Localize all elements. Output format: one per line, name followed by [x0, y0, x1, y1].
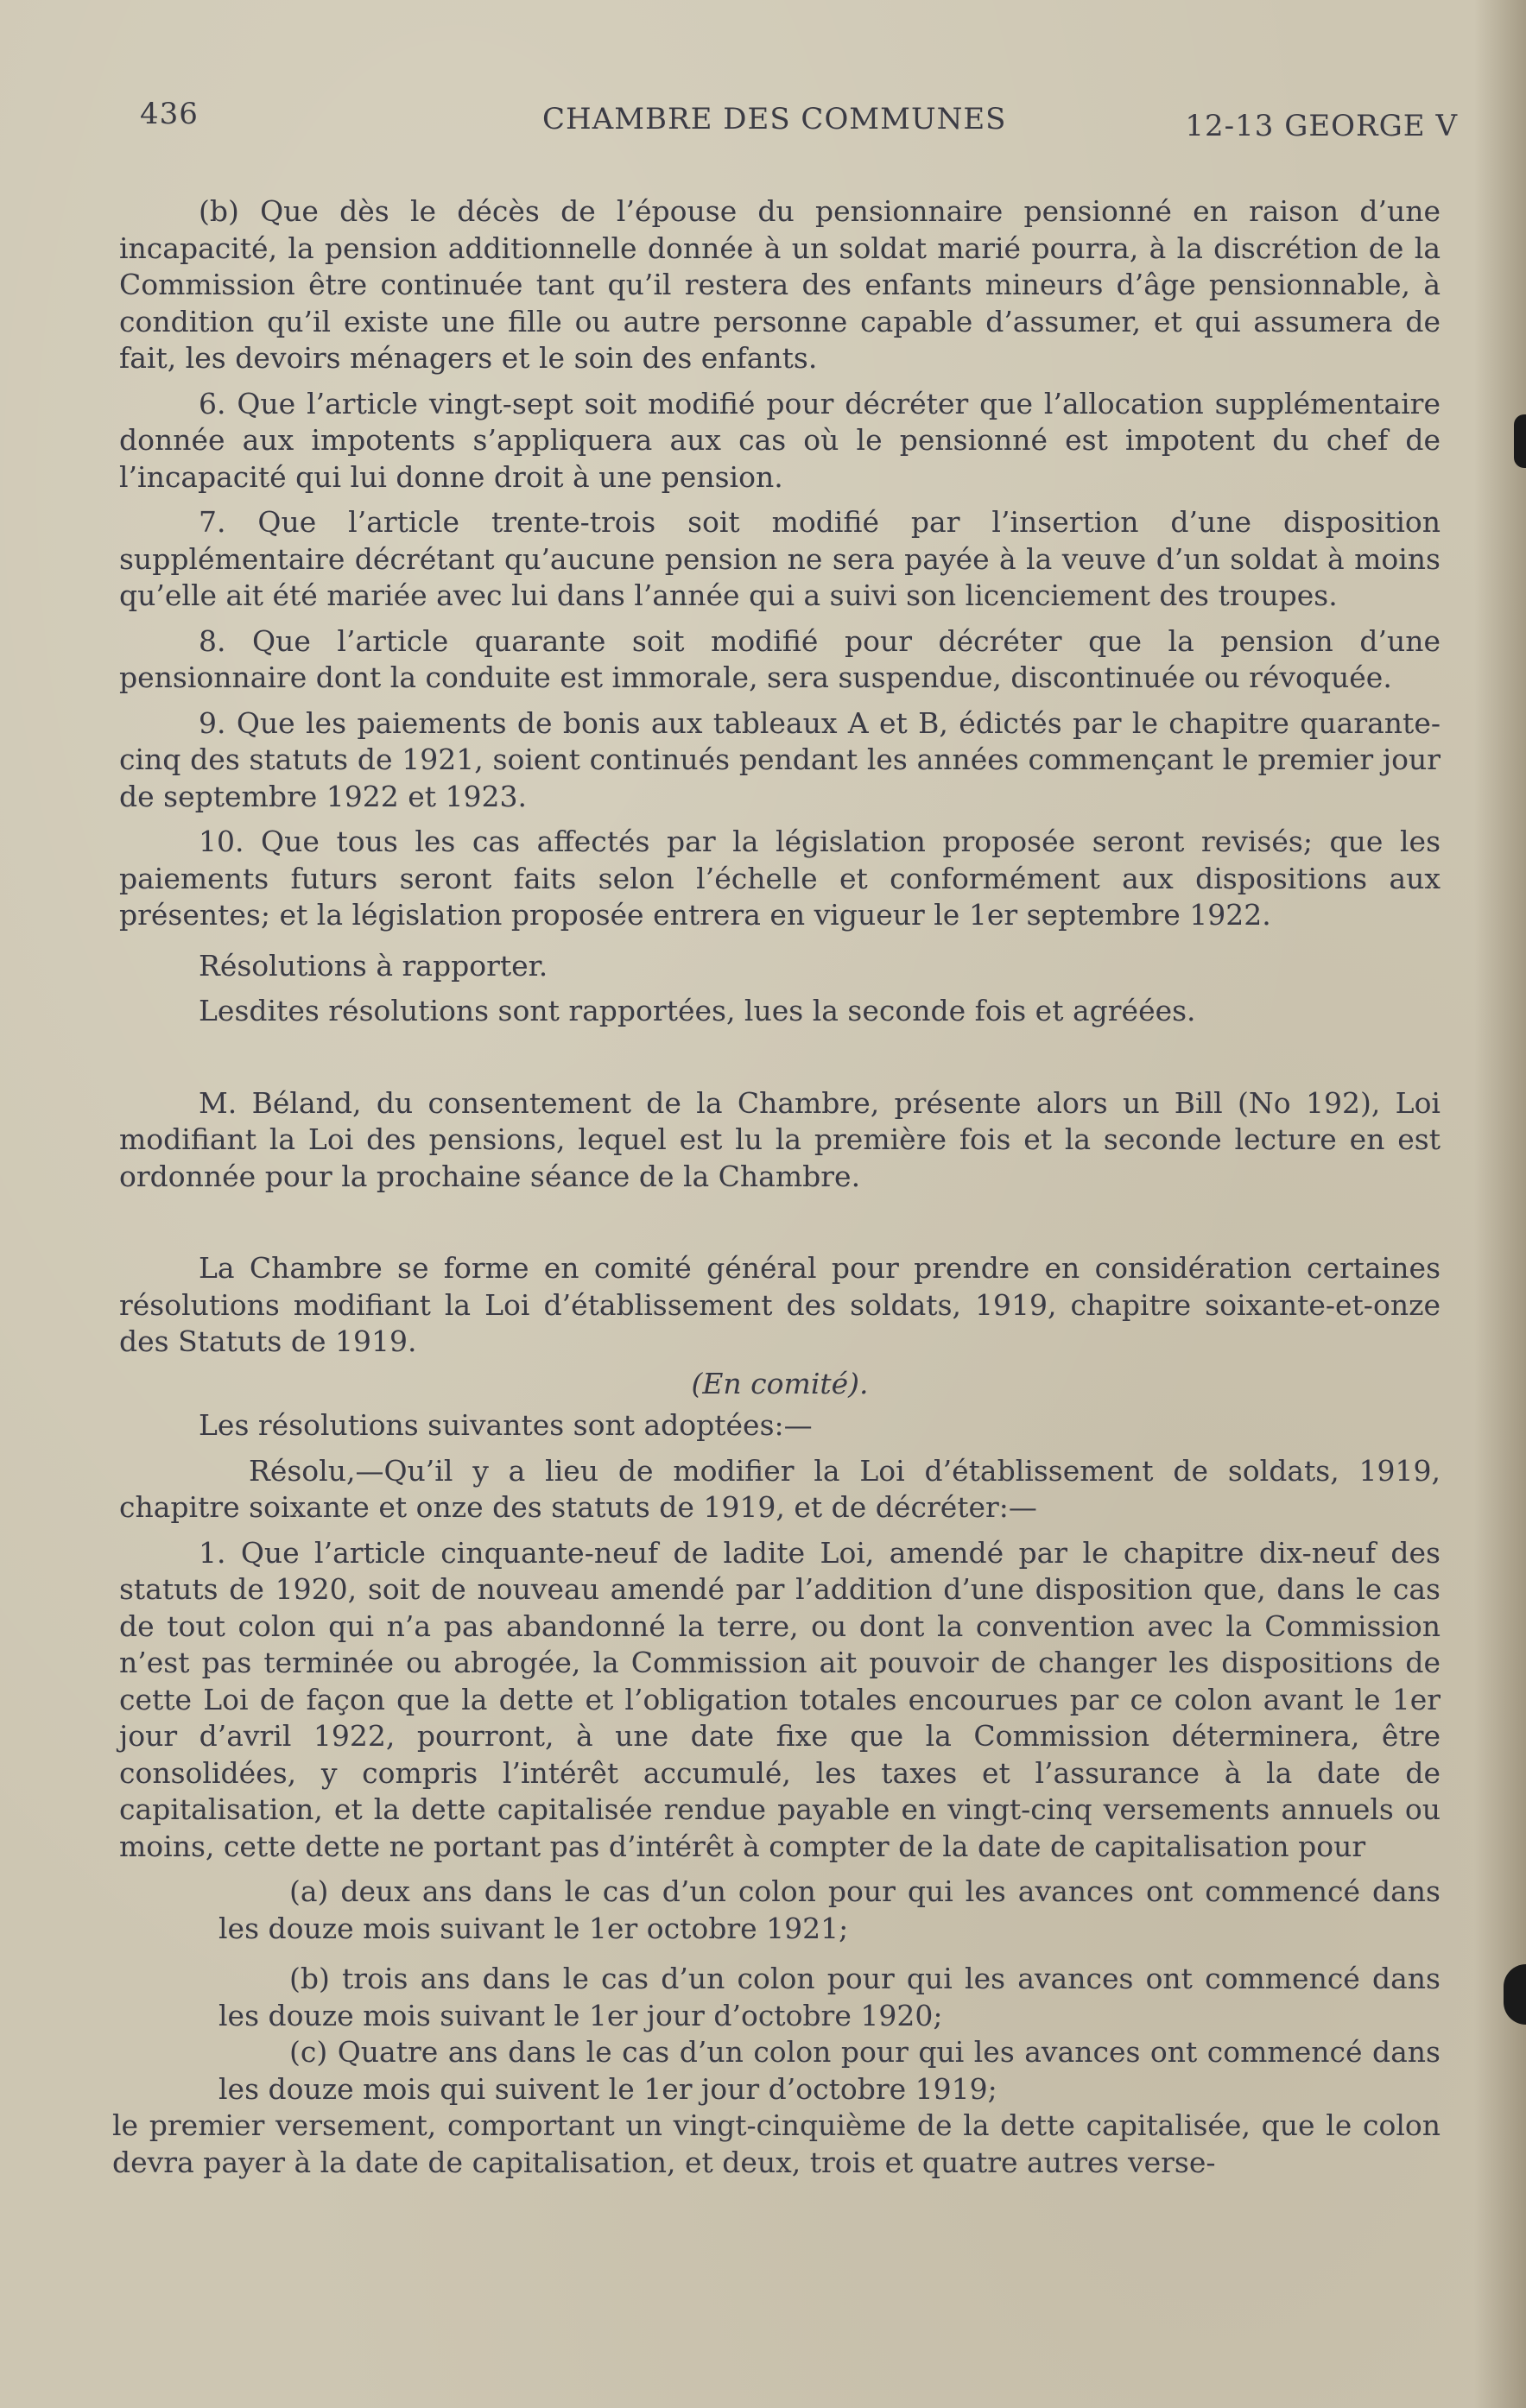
paragraph: le premier versement, comportant un vingt-cinquième de la dette capitalisée, que le colon devra payer à la date de capitalisation, et deux, trois et quatre autres verse-: [112, 2108, 1441, 2179]
resolution-intro: Résolu,—Qu’il y a lieu de modifier la Loi d’établissement de soldats, 1919, chapitre soixante et onze des statuts de 1919, et de décréter:—: [119, 1453, 1441, 1524]
paragraph: 6. Que l’article vingt-sept soit modifié pour décréter que l’allocation supplémentaire donnée aux impotents s’appliquera aux cas où le pensionné est impotent du chef de l’incapacité qui lui donne droit à une pension.: [119, 386, 1441, 494]
paragraph: Les résolutions suivantes sont adoptées:—: [199, 1408, 813, 1442]
committee-heading: (En comité).: [691, 1366, 869, 1400]
document-page: [112, 97, 1458, 2181]
sub-clause-a: (a) deux ans dans le cas d’un colon pour qui les avances ont commencé dans les douze mois suivant le 1er octobre 1921;: [218, 1874, 1441, 1945]
paragraph: Résolutions à rapporter.: [199, 948, 548, 983]
paragraph: Lesdites résolutions sont rapportées, lues la seconde fois et agréées.: [199, 994, 1196, 1027]
paragraph: 9. Que les paiements de bonis aux tableaux A et B, édictés par le chapitre quarante-cinq des statuts de 1921, soient continués pendant les années commençant le premier jour de septembre 1922 et 1923.: [119, 705, 1441, 813]
paragraph: 1. Que l’article cinquante-neuf de ladite Loi, amendé par le chapitre dix-neuf des statuts de 1920, soit de nouveau amendé par l’addition d’une disposition que, dans le cas de tout colon qui n’a pas abandonné la terre, ou dont la convention avec la Commission n’est pas terminée ou abrogée, la Commission ait pouvoir de changer les dispositions de cette Loi de façon que la dette et l’obligation totales encourues par ce colon avant le 1er jour d’avril 1922, pourront, à une date fixe que la Commission déterminera, être consolidées, y compris l’intérêt accumulé, les taxes et l’assurance à la date de capitalisation, et la dette capitalisée rendue payable en vingt-cinq versements annuels ou moins, cette dette ne portant pas d’intérêt à compter de la date de capitalisation pour: [119, 1535, 1441, 1863]
paragraph: La Chambre se forme en comité général pour prendre en considération certaines résolutions modifiant la Loi d’établissement des soldats, 1919, chapitre soixante-et-onze des Statuts de 1919.: [119, 1251, 1441, 1358]
sub-clause-b: (b) trois ans dans le cas d’un colon pour qui les avances ont commencé dans les douze mois suivant le 1er jour d’octobre 1920;: [218, 1962, 1441, 2032]
page-edge-shadow: [1474, 0, 1526, 2408]
running-title: CHAMBRE DES COMMUNES: [542, 102, 1007, 136]
page-header: [119, 97, 1458, 149]
document-body: [112, 193, 1441, 2181]
paragraph: 10. Que tous les cas affectés par la législation proposée seront revisés; que les paiements futurs seront faits selon l’échelle et conformément aux dispositions aux présentes; et la législation proposée entrera en vigueur le 1er septembre 1922.: [119, 825, 1441, 932]
paragraph: 8. Que l’article quarante soit modifié pour décréter que la pension d’une pensionnaire dont la conduite est immorale, sera suspendue, discontinuée ou révoquée.: [119, 623, 1441, 694]
paragraph: (b) Que dès le décès de l’épouse du pensionnaire pensionné en raison d’une incapacité, la pension additionnelle donnée à un soldat marié pourra, à la discrétion de la Commission être continuée tant qu’il restera des enfants mineurs d’âge pensionnable, à condition qu’il existe une fille ou autre personne capable d’assumer, et qui assumera de fait, les devoirs ménagers et le soin des enfants.: [119, 194, 1441, 375]
paragraph: M. Béland, du consentement de la Chambre, présente alors un Bill (No 192), Loi modifiant la Loi des pensions, lequel est lu la première fois et la seconde lecture en est ordonnée pour la prochaine séance de la Chambre.: [119, 1085, 1441, 1193]
binding-hole-mark: [1514, 414, 1526, 468]
sub-clause-c: (c) Quatre ans dans le cas d’un colon pour qui les avances ont commencé dans les douze mois qui suivent le 1er jour d’octobre 1919;: [218, 2035, 1441, 2106]
session-label: 12-13 GEORGE V: [1185, 109, 1458, 143]
page-number: 436: [140, 97, 199, 131]
paragraph: 7. Que l’article trente-trois soit modifié par l’insertion d’une disposition supplémentaire décrétant qu’aucune pension ne sera payée à la veuve d’un soldat à moins qu’elle ait été mariée avec lui dans l’année qui a suivi son licenciement des troupes.: [119, 505, 1441, 612]
